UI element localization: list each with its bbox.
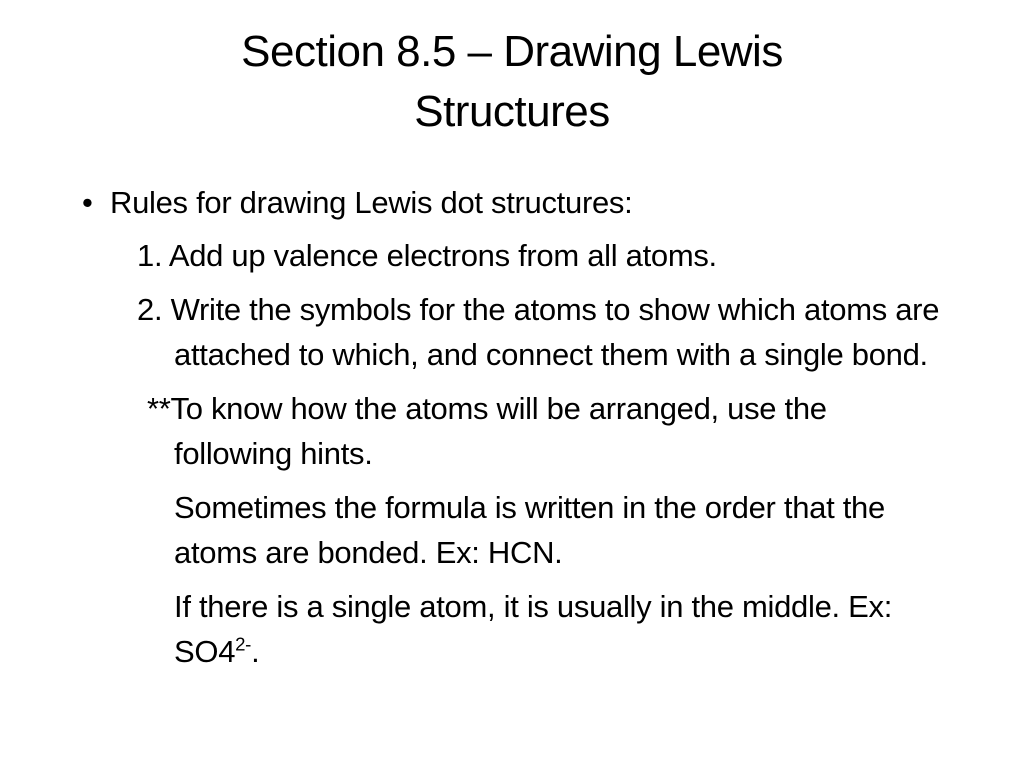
bullet-icon: •	[82, 185, 93, 220]
hint-central-atom	[80, 584, 940, 674]
rules-intro-text: Rules for drawing Lewis dot structures:	[110, 185, 633, 220]
hint-central-atom-text: If there is a single atom, it is usually in the middle. Ex: SO4	[174, 589, 893, 669]
step-1: 1. Add up valence electrons from all atoms.	[137, 238, 717, 273]
charge-superscript: 2-	[235, 633, 252, 655]
title-line-1: Section 8.5 – Drawing Lewis	[241, 27, 783, 76]
arrangement-note: **To know how the atoms will be arranged, use the following hints.	[147, 391, 827, 471]
slide-title	[120, 22, 904, 142]
step-2: 2. Write the symbols for the atoms to show which atoms are attached to which, and connect them with a single bond.	[137, 292, 940, 372]
bullet-item-rules	[80, 180, 940, 225]
slide-body	[80, 180, 940, 683]
hint-central-atom-period: .	[251, 634, 260, 669]
hint-formula-order: Sometimes the formula is written in the order that the atoms are bonded. Ex: HCN.	[174, 490, 885, 570]
title-line-2: Structures	[414, 87, 610, 136]
